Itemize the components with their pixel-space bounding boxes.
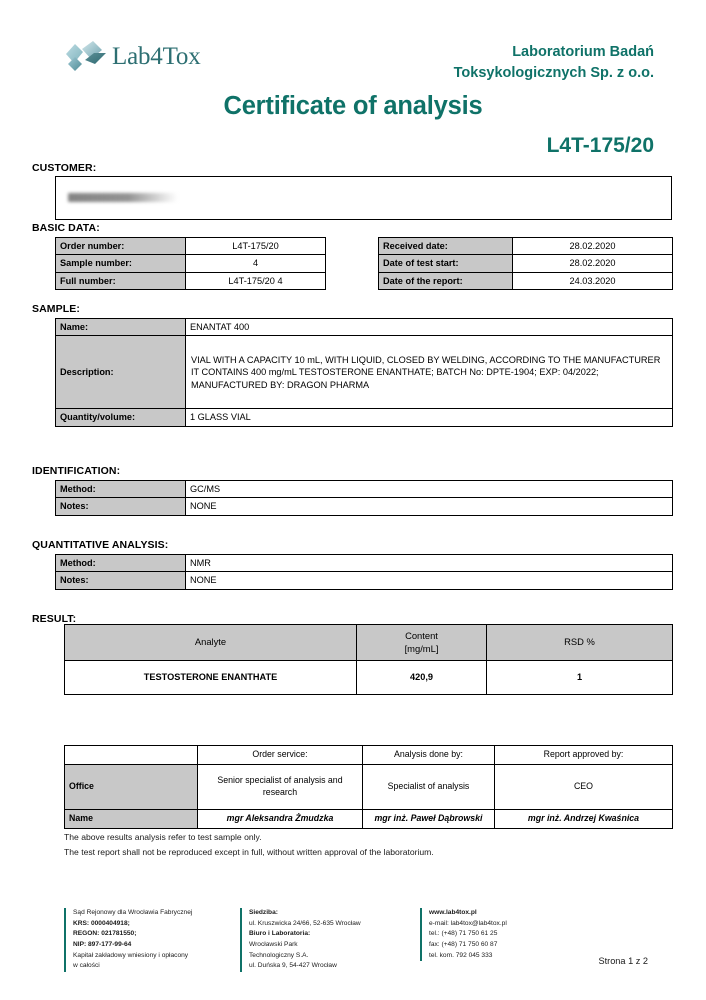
disclaimer-line1: The above results analysis refer to test sample only.: [64, 832, 262, 842]
table-header-row: [65, 746, 673, 765]
table-row: [56, 481, 673, 498]
report-date-key: Date of the report:: [379, 272, 513, 289]
customer-box: [55, 176, 672, 220]
signature-name-report-approved-by: mgr inż. Andrzej Kwaśnica: [495, 809, 673, 828]
basic-data-left-table: [55, 237, 326, 290]
footer-contact-column: [420, 908, 604, 961]
signature-name-order-service: mgr Aleksandra Żmudzka: [198, 809, 363, 828]
quantitative-notes-key: Notes:: [56, 572, 186, 589]
table-row: [56, 272, 326, 289]
full-number-value: L4T-175/20 4: [186, 272, 326, 289]
table-row: [56, 336, 673, 409]
identification-label: IDENTIFICATION:: [32, 465, 121, 477]
footer-col1-line2: KRS: 0000404918;: [73, 919, 130, 927]
quantitative-method-key: Method:: [56, 555, 186, 572]
test-start-date-key: Date of test start:: [379, 255, 513, 272]
signature-col-report-approved-by: Report approved by:: [495, 746, 673, 765]
table-row: [56, 409, 673, 426]
table-row: [56, 255, 326, 272]
disclaimer: [64, 830, 434, 860]
signature-office-analysis-done-by: Specialist of analysis: [363, 764, 495, 809]
report-date-value: 24.03.2020: [513, 272, 673, 289]
result-col-content-line2: [mg/mL]: [404, 642, 439, 654]
footer-col1-line4: NIP: 897-177-99-64: [73, 941, 132, 949]
test-start-date-value: 28.02.2020: [513, 255, 673, 272]
quantitative-analysis-label: QUANTITATIVE ANALYSIS:: [32, 539, 169, 551]
order-number-key: Order number:: [56, 238, 186, 255]
result-col-rsd: RSD %: [487, 625, 673, 661]
sample-quantity-key: Quantity/volume:: [56, 409, 186, 426]
table-row: [379, 255, 673, 272]
received-date-key: Received date:: [379, 238, 513, 255]
result-content-value: 420,9: [357, 661, 487, 694]
footer-col1-line6: w całości: [73, 962, 100, 970]
sample-name-value: ENANTAT 400: [186, 319, 673, 336]
table-row: [56, 572, 673, 589]
footer-col2-line4: Wrocławski Park: [249, 941, 298, 949]
quantitative-notes-value: NONE: [186, 572, 673, 589]
footer-tel: tel.: (+48) 71 750 61 25: [429, 930, 498, 938]
sample-name-key: Name:: [56, 319, 186, 336]
sample-number-value: 4: [186, 255, 326, 272]
signature-office-report-approved-by: CEO: [495, 764, 673, 809]
table-row: [65, 661, 673, 694]
result-rsd-value: 1: [487, 661, 673, 694]
footer-email[interactable]: e-mail: lab4tox@lab4tox.pl: [429, 919, 507, 927]
logo-wordmark: Lab4Tox: [112, 42, 201, 70]
sample-label: SAMPLE:: [32, 303, 80, 315]
result-table: [64, 624, 673, 695]
page-title: Certificate of analysis: [223, 92, 483, 120]
result-col-analyte: Analyte: [65, 625, 357, 661]
quantitative-method-value: NMR: [186, 555, 673, 572]
document-footer: [0, 908, 706, 988]
basic-data-right-table: [378, 237, 673, 290]
table-row: [56, 498, 673, 515]
result-col-content: [357, 625, 487, 661]
sample-quantity-value: 1 GLASS VIAL: [186, 409, 673, 426]
table-row: [379, 238, 673, 255]
page-number: Strona 1 z 2: [598, 956, 648, 966]
certificate-number: L4T-175/20: [546, 134, 654, 157]
footer-col1-line1: Sąd Rejonowy dla Wrocławia Fabrycznej: [73, 909, 193, 916]
footer-col2-line6: ul. Duńska 9, 54-427 Wrocław: [249, 962, 337, 970]
signature-name-label: Name: [65, 809, 198, 828]
order-number-value: L4T-175/20: [186, 238, 326, 255]
signature-col-blank: [65, 746, 198, 765]
footer-legal-column: [64, 908, 238, 972]
identification-table: [55, 480, 673, 516]
quantitative-analysis-table: [55, 554, 673, 590]
table-row: [65, 809, 673, 828]
sample-description-key: Description:: [56, 336, 186, 409]
sample-table: [55, 318, 673, 427]
disclaimer-line2: The test report shall not be reproduced except in full, without written approval of the laboratorium.: [64, 847, 434, 858]
signature-col-analysis-done-by: Analysis done by:: [363, 746, 495, 765]
full-number-key: Full number:: [56, 272, 186, 289]
footer-col1-line5: Kapitał zakładowy wniesiony i opłacony: [73, 951, 189, 959]
result-analyte-value: TESTOSTERONE ENANTHATE: [65, 661, 357, 694]
table-header-row: [65, 625, 673, 661]
basic-data-label: BASIC DATA:: [32, 222, 100, 234]
signature-col-order-service: Order service:: [198, 746, 363, 765]
footer-col2-line1: Siedziba:: [249, 909, 278, 916]
footer-fax: fax: (+48) 71 750 60 87: [429, 941, 498, 949]
customer-label: CUSTOMER:: [32, 162, 97, 174]
document-header: [0, 0, 706, 170]
lab4tox-diamonds-logo: [64, 40, 108, 72]
identification-method-value: GC/MS: [186, 481, 673, 498]
footer-mobile: tel. kom. 792 045 333: [429, 951, 493, 959]
laboratory-name: [354, 42, 654, 84]
table-row: [65, 764, 673, 809]
table-row: [56, 238, 326, 255]
laboratory-name-line2: Toksykologicznych Sp. z o.o.: [453, 65, 654, 82]
footer-col2-line3: Biuro i Laboratoria:: [249, 930, 311, 938]
identification-notes-value: NONE: [186, 498, 673, 515]
customer-name-redaction: [68, 193, 178, 202]
received-date-value: 28.02.2020: [513, 238, 673, 255]
footer-col1-line3: REGON: 021781550;: [73, 930, 137, 938]
table-row: [56, 319, 673, 336]
table-row: [379, 272, 673, 289]
footer-col2-line5: Technologiczny S.A.: [249, 951, 309, 959]
signature-table: [64, 745, 673, 829]
table-row: [56, 555, 673, 572]
lab4tox-logo: [64, 40, 201, 72]
identification-method-key: Method:: [56, 481, 186, 498]
footer-address-column: [240, 908, 424, 972]
result-label: RESULT:: [32, 613, 77, 625]
signature-name-analysis-done-by: mgr inż. Paweł Dąbrowski: [363, 809, 495, 828]
signature-office-order-service: Senior specialist of analysis and research: [198, 764, 363, 809]
sample-number-key: Sample number:: [56, 255, 186, 272]
signature-office-label: Office: [65, 764, 198, 809]
laboratory-name-line1: Laboratorium Badań: [512, 44, 654, 60]
result-col-content-line1: Content: [405, 630, 438, 641]
footer-col2-line2: ul. Kruszwicka 24/66, 52-635 Wrocław: [249, 919, 361, 927]
sample-description-value: VIAL WITH A CAPACITY 10 mL, WITH LIQUID, CLOSED BY WELDING, ACCORDING TO THE MANUFACTURER IT CONTAINS 400 mg/mL TESTOSTERONE ENANTHATE; BATCH No: DPTE-1904; EXP: 04/2022; MANUFACTURED BY: DRAGON PHARMA: [186, 336, 673, 409]
footer-website[interactable]: www.lab4tox.pl: [429, 909, 477, 916]
identification-notes-key: Notes:: [56, 498, 186, 515]
